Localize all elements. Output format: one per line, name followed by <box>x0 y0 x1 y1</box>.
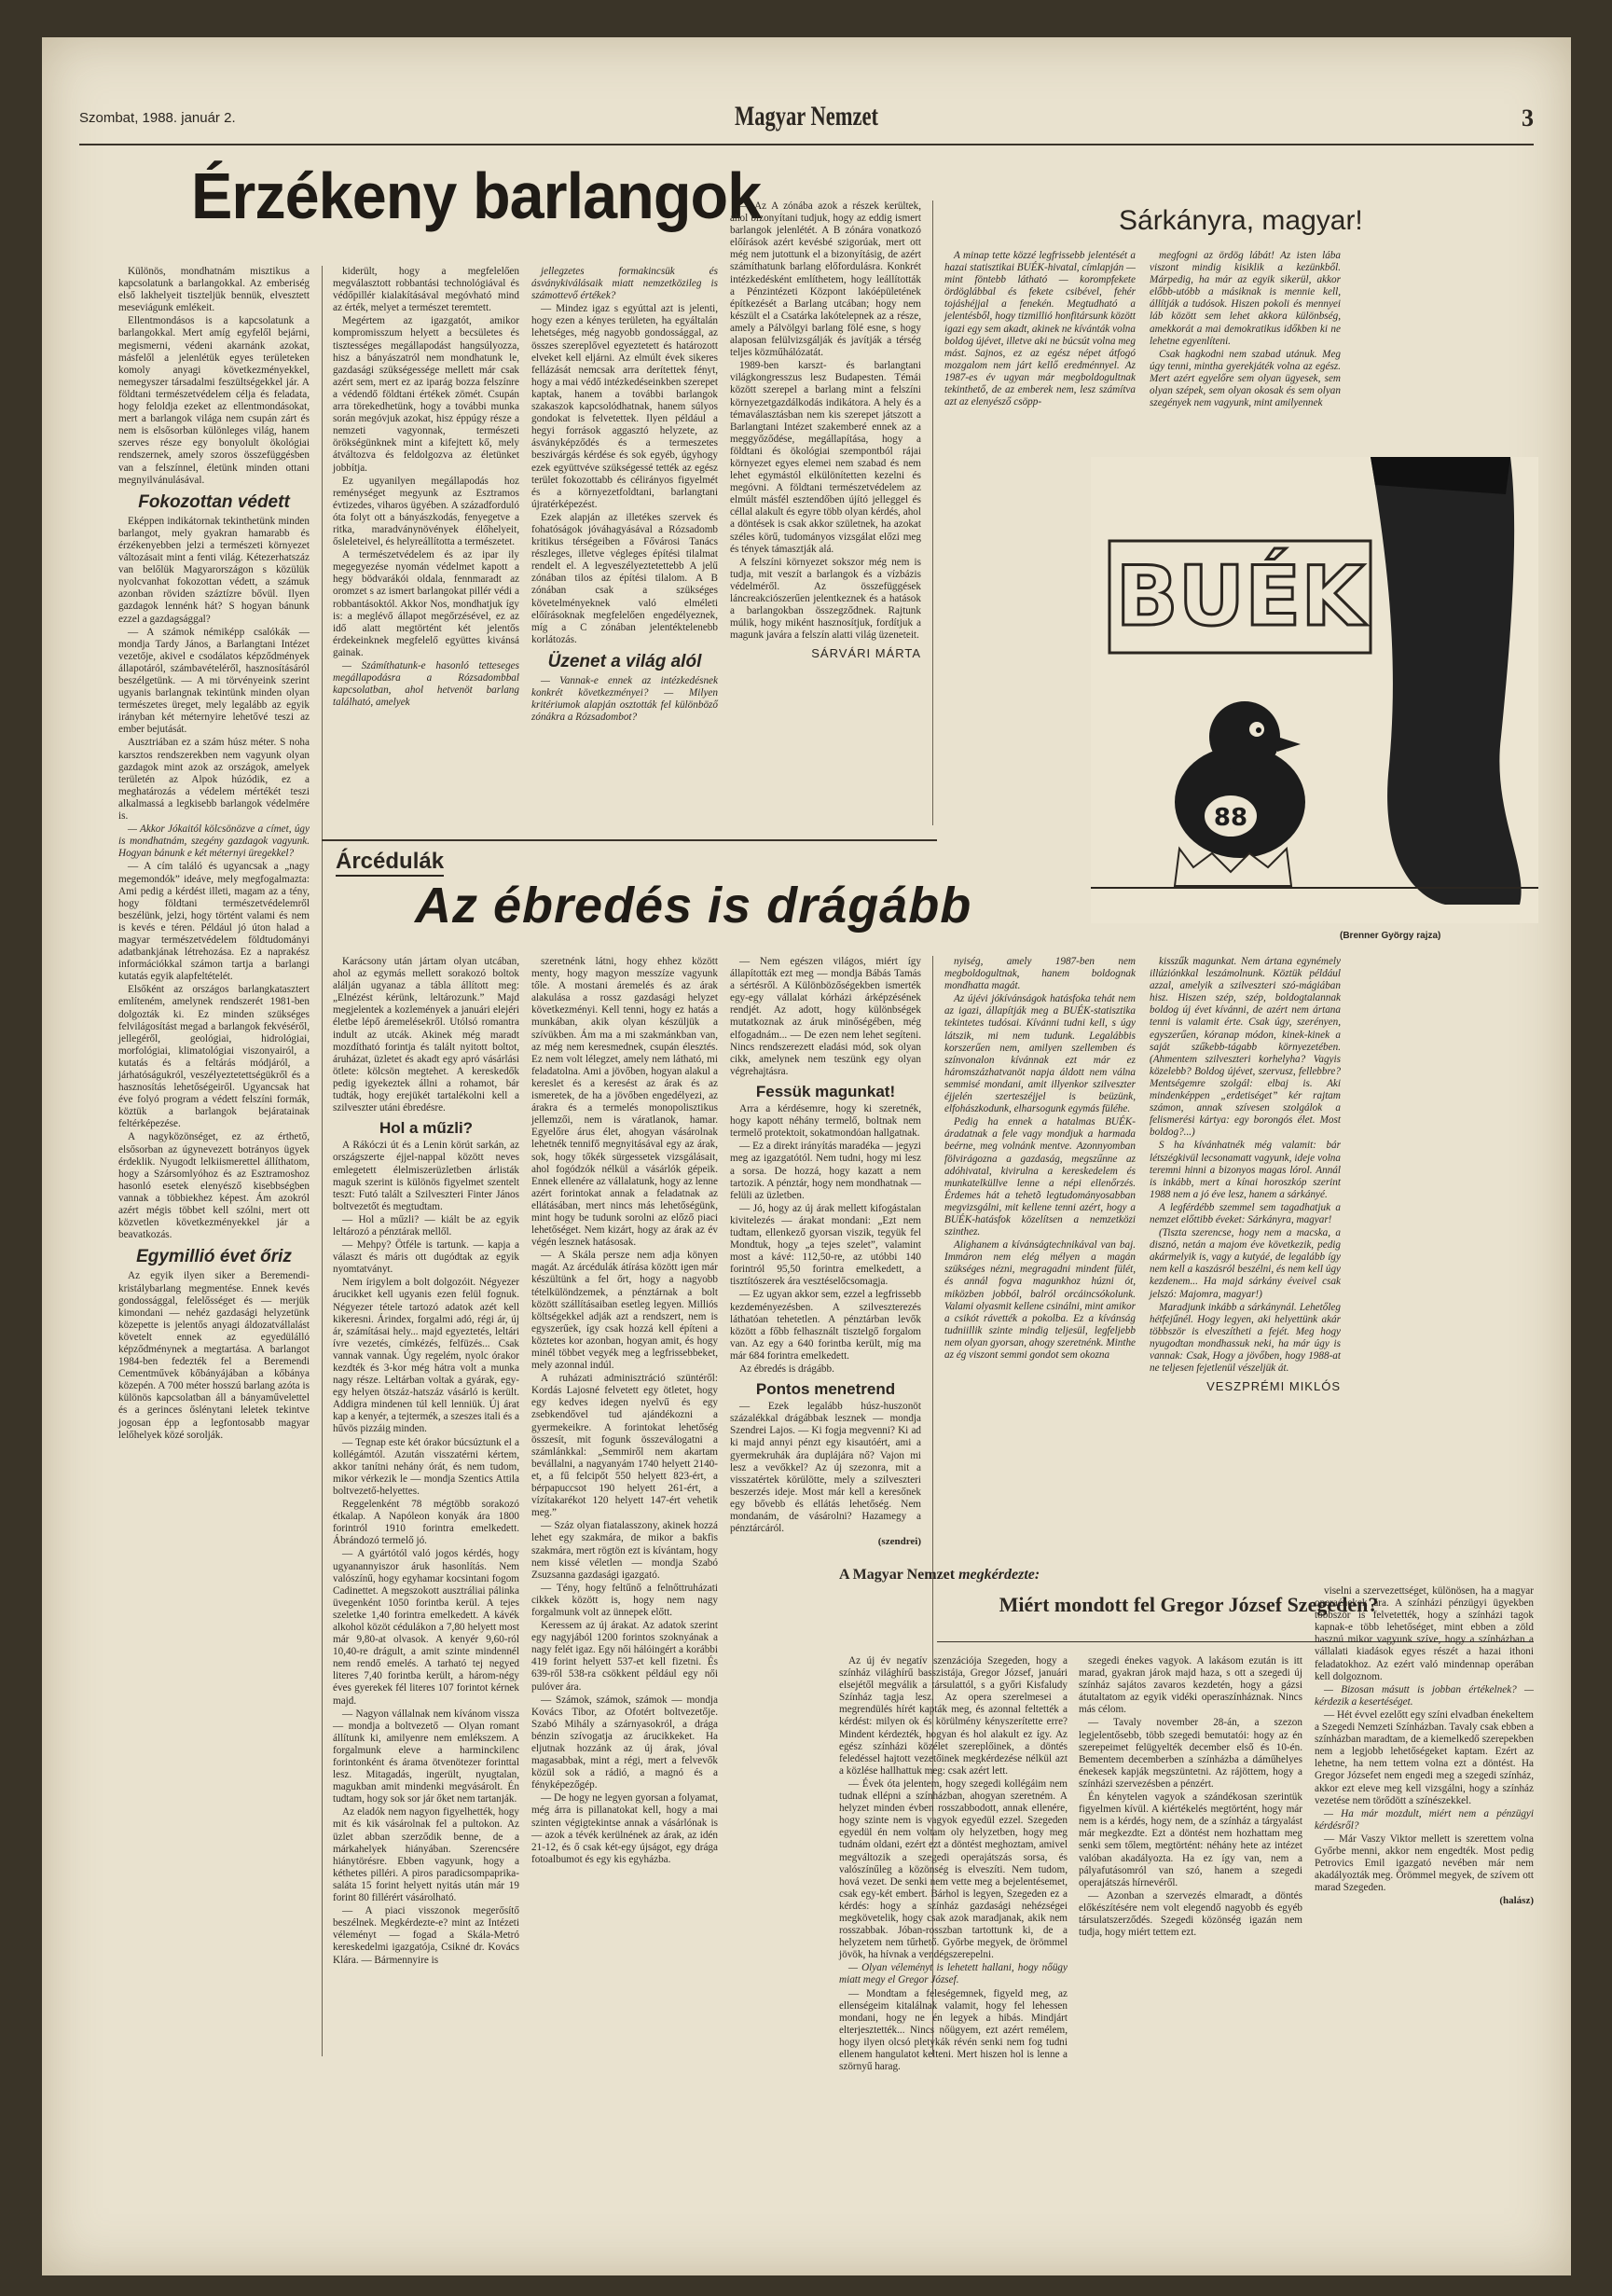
right-article-column-3 <box>1315 1585 1534 1907</box>
paragraph: Ezek alapján az illetékes szervek és fohatóságok jóváhagyásával a Rózsadomb kritikus térségeiben a Fővárosi Tanács részleges, illetve végleges építési tilalmat rendelt el. A legveszélyeztetettebb A jelű zónában tilos az építési tilalom. A B zónában csak a szükséges követelményeknek való elméleti előírásoknak megfelelően engedélyeznek, míg a C zónában jelentéktelenebb korlátozás. <box>531 511 718 645</box>
paragraph: — Száz olyan fiatalasszony, akinek hozzá lehet egy szakmára, de mikor a bakfis szakmára, mert rögtön ezt is kívántam, hogy nem kissé véletlen — mondja Szabó Zsuzsanna gazdasági igazgató. <box>531 1520 718 1581</box>
paragraph: — Tegnap este két órakor búcsúztunk el a kollégámtól. Azután visszatérni kértem, akkor tanítni nehány órát, és nem tudom, mikor vérkezik le — mondja Szentics Attila boltvezető-helyettes. <box>333 1436 519 1497</box>
paragraph: A nagyközönséget, ez az érthető, elsősorban az úgynevezett botrányos ügyek érdeklik. Nyugodt lelkiismerettel állíthatom, hogy a Szársomlyóhoz és az Esztramoshoz hasonló esetek elenyésző kisebbségben vannak a többiekhez képest. Ám azokról azért mégis többet kell szólni, mert ott közvetlen következményekkel jár a beavatkozás. <box>118 1131 310 1241</box>
author-signature: VESZPRÉMI MIKLÓS <box>1206 1379 1341 1394</box>
sidebar-column-1 <box>944 250 1136 409</box>
sidebar-title: Sárkányra, magyar! <box>1119 205 1363 236</box>
subheading: Egymillió évet őriz <box>136 1247 292 1267</box>
paragraph: (Tiszta szerencse, hogy nem a macska, a disznó, netán a majom éve következik, pedig akármelyik is, vagy a kutyáé, de legalább így nem kell a kaszásról beszélni, és nem kell úgy kezdenem... Ha majd sárkány éveivel csak jelszó: Majomra, magyar!) <box>1150 1227 1341 1300</box>
paragraph: — Olyan véleményt is lehetett hallani, hogy nőügy miatt megy el Gregor József. <box>839 1962 1068 1986</box>
buek-cartoon <box>1091 457 1538 923</box>
right-article-intro <box>839 1567 1040 1584</box>
paragraph: A Rákóczi út és a Lenin körút sarkán, az országszerte éjjel-nappal között neves emlegetett élelmiszerüzletben árlisták maguk szerint is különös figyelmet szentelt teszt: Futó talált a Szilveszteri Finter János boltvezetőt és megtudtam. <box>333 1140 519 1212</box>
arcedulak-column-2 <box>531 956 718 1867</box>
paragraph: — Tavaly november 28-án, a szezon legjelentősebb, több szegedi bemutatói: hogy az én szerepeimet felügyelték december első és 10-én. Bementem decemberben a színházba a dáműhelyes énekesek kapják megszüntetni. Az rájöttem, hogy a színházi szervezésben a pénzért. <box>1079 1717 1302 1790</box>
paragraph: Ellentmondásos is a kapcsolatunk a barlangokkal. Mert amíg egyfelől bejárni, megismerni, védeni akarnánk azokat, másfelől a jelenlétük egyes területeken komoly anyagi következményekkel, nemegyszer társadalmi feszültségekkel jár. A földtani természetvédelem célja és feladata, hogy feloldja ezeket az ellentmondásokat, mert a barlangok világa nem csupán zárt és nem is elsősorban különleges világ, hanem szerves része egy bonyolult ökológiai rendszernek, amely szoros összefüggésben van a felszínnel, életünk minden ottani megnyilvánulásával. <box>118 315 310 486</box>
article1-column-4 <box>730 201 921 659</box>
paragraph: — Tény, hogy feltűnő a felnőttruházati cikkek között is, hogy nem nagy forgalmunk volt az ünnepek előtt. <box>531 1582 718 1618</box>
buek-sign <box>1109 541 1371 653</box>
paragraph: — Jó, hogy az új árak mellett kifogástalan kivitelezés — árakat mondani: „Ezt nem tudtam, ellenkező gyorsan viszik, tegyük fel Mondtuk, hogy „a tejes szelet”, valamint most a kávé: 112,50-re, az utóbbi 140 forintról 95,50 forintra emelkedett, a tisztítószerek ára vesztéselőcsomagja. <box>730 1202 921 1288</box>
paragraph: — Azonban a szervezés elmaradt, a döntés előkészítésére nem volt elegendő nagyobb és egyéb társulatszerződés. Szegedi közönség igazán nem tudja, hogy miért tettem ezt. <box>1079 1889 1302 1939</box>
section-rule <box>322 839 937 841</box>
arcedulak-title: Az ébredés is drágább <box>415 878 972 934</box>
masthead: Magyar Nemzet <box>735 101 878 131</box>
paragraph: — Ezek legalább húsz-huszonöt százalékkal drágábbak lesznek — mondja Szendrei Lajos. — Ki fogja megvenni? Ki ad ki majd annyi pénzt egy kisautóért, ami a gyermekruhák ára duplájára nő? Vajon mi lesz a vevőkkel? Az új szezonra, mit a visszatértek körülötte, mely a szilveszteri beszerzés ideje. Most már kell a keresőnek egy bővebb és ellátás lehetőség. Nem mondanám, de vásárolni? Hazamegy a pénztárcáról. <box>730 1401 921 1535</box>
paragraph: Reggelenként 78 mégtöbb sorakozó étkalap. A Napóleon konyák ára 1800 forintról 1910 forintra emelkedett. Ábrándozó termelő jó. <box>333 1499 519 1547</box>
devil-leg <box>1371 457 1522 905</box>
paragraph: Ausztriában ez a szám húsz méter. S noha karsztos rendszerekben nem vagyunk olyan gazdagok mint azok az országok, amelyek területén az Alpok húzódik, ez a meghatározás a védelem mértékét teszi alkalmassá a legkisebb barlangok védelmére is. <box>118 737 310 823</box>
paragraph: — Évek óta jelentem, hogy szegedi kollégáim nem tudnak ellépni a színházban, ahogyan szeretném. A helyzet minden évben rosszabbodott, annak ellenére, hogy szinte nem is vagyok egyedül ezzel. Szegeden egyedül én nem voltam oly helyzetben, hogy meg tudnám oldani, ezért ezt a döntést meghoztam, amivel megváltozik a szegedi operajátszás sorsa, és valószínűleg a közönség is elveszíti. Nem tudom, hová vezet. De senki nem vette meg a bejelentésemet, csak egy-két embert. Bárhol is legyen, Szegeden ez a kérdés: hogy a színház gazdasági nehézségei megkövetelik, hogy csak azok maradjanak, akik nem rosszabbak. Jóban-rosszban tartottunk ki, de a helyzetem nem tűrhető. Győrbe megyek, de örömmel jövök, ha hívnak a vendégszerepelni. <box>839 1777 1068 1961</box>
paragraph: Elsőként az országos barlangkatasztert említeném, amelynek rendszerét 1981-ben dolgozták ki. Ez minden szükséges felvilágosítást megad a barlangok fekvéséről, jellegéről, geológiai, hidrológiai, morfológiai, klimatológiai viszonyairól, a kutatás és a feltárás módjáról, a járhatóságukról, veszélyeztetettségükről és a hasznosítás lehetőségeiről. Ugyancsak hat éve folyó program a védett felszíni formák, köztük a barlangok bejáratainak feltérképezése. <box>118 984 310 1130</box>
arcedulak-column-1 <box>333 956 519 1968</box>
subheading: Fokozottan védett <box>138 491 290 512</box>
paragraph: viselni a szervezettséget, különösen, ha a magyar operaénekek ára. A színházi pénzügyi ügyekben többször is felvetették, hogy a színházi tagok kapnak-e több lehetőséget, mint ebben a zöld hasznú mikor vagyunk szíve, hogy a színházban a vállalati kiadások egyes részét a hazai ithoni feladatokhoz. Az ezért való mindennap operában kell dolgoznom. <box>1315 1585 1534 1682</box>
paragraph: Arra a kérdésemre, hogy ki szeretnék, hogy kapott néhány termelő, boltnak nem termelő protektoit, sokatmondóan hallgatnak. <box>730 1103 921 1140</box>
subheading: Hol a műzli? <box>379 1119 474 1138</box>
paragraph: Csak hagkodni nem szabad utánuk. Meg úgy tenni, mintha gyerekjáték volna az egész. Mert azért egyelőre sem olyan ügyesek, sem olyan szépek, sem olyan okosak és sem olyan szegények nem vagyunk, mint amilyennek <box>1150 348 1341 409</box>
paragraph: — Nem egészen világos, miért így állapították ezt meg — mondja Bábás Tamás a sértésről. A Különbözőségekben ismerték egy-egy vállalat kórházi árképzésének rendjét. Az adott, hogy különbségek mutatkoznak az áruk minőségében, még elfogadnám... — De ezen nem lehet segíteni. Nincs rendszerezett eladási mód, sok olyan cikk, amelynek nem teszünk egy olyan végrehajtásra. <box>730 956 921 1077</box>
paragraph: A legférdébb szemmel sem tagadhatjuk a nemzet előttibb éveket: Sárkányra, magyar! <box>1150 1201 1341 1225</box>
paragraph: Karácsony után jártam olyan utcában, ahol az egymás mellett sorakozó boltok alálján ugyanaz a tábla állított meg: „Elnézést kérünk, leltározunk.” Majd megjelentek a kozlemények a januári elejéri életbe lépő áremelésekről. Utólsó romantra indult az utcák. Akinek még maradt mozdítható forintja és talált nyitott boltot, áruházat, üzletet és akadt egy apró vásárlási ötlete: kölcsön megtehet. A kereskedők pedig igyekeztek állni a rohamot, bár tudták, hogy erejükét tartalékolni kell a szilveszter utáni ébredésre. <box>333 956 519 1114</box>
paragraph: — A cím találó és ugyancsak a „nagy megemondók” ideáve, mely megfogalmazta: Ami pedig a kérdést illeti, magam az a tény, hogy földtani természetvédelemről beszélünk, jelzi, hogy történt valami és nem is kevés e téren. Például jó úton halad a magyar természetvédelem földtudományi adatbankjának létrehozása. Ez a naprakész információkkal számon tartja a barlangi kutatás egyik alapfeltételét. <box>118 861 310 983</box>
paragraph: — Mindez igaz s egyúttal azt is jelenti, hogy ezen a kényes területen, ha egyáltalán lehetséges, még nagyobb gondossággal, az összes szereplővel egyeztetett és határozott elveket kell eljárni. Az elmúlt évek sikeres fellázását nemcsak arra derítettek fényt, hogy a mai védő intézkedéseinkben szerepet kaptak, hanem a további barlangok szakaszok kapcsolódhatnak, hanem súlyos gondokat is felvetettek. Ilyen például a hegyi források aggasztó helyzete, az ásványképződés és a termeszetes beszivárgás kérdése és sok egyéb, úgyhogy ezek együttvéve szükségessé tették az egész terület fokozottabb és célirányos figyelmét és a környezetfoldtani, barlangtani újratérképezést. <box>531 303 718 510</box>
author-signature: (szendrei) <box>877 1536 921 1548</box>
subheading: Pontos menetrend <box>755 1380 896 1399</box>
author-signature: (halász) <box>1499 1895 1534 1907</box>
paragraph: — Mondtam a feleségemnek, figyeld meg, az ellenségeim kitalálnak valamit, hogy fel lehessen mondani, hogy ne én legyek a hibás. Mindjárt elterjesztették... Nincs nőügyem, ezt azért remélem, hogy ilyen olcsó pletykák révén senki nem fog tudni ellenem hangulatot kelteni. Mert hiszen hol is lenne a szörnyű harag. <box>839 1987 1068 2073</box>
paragraph: — A Skála persze nem adja könyen magát. Az árcédulák átírása között igen már készültünk a fel őrt, hogy a nagyobb tételkülöndzemek, a pénztárnak a bolt között szállításaiban esetleg legyen. Milliós költségekkel adják azt a rendszert, nem is egyszerűek, így csak hozzá kell építeni a köztetes kor azonban, hogyan amit, és hogy minél többet vegyék meg a legfrissebbeket, mely azonnal indúl. <box>531 1250 718 1372</box>
paragraph: — A számok némiképp csalókák — mondja Tardy János, a Barlangtani Intézet vezetője, akivel e csodálatos képződmények állapotáról, számbavételéről, hasznosításáról beszélgetünk. — A mi törvényeink szerint ugyanis barlangnak tekintünk minden olyan természetes üreget, mely legalább az egyik irányban két méternyire lehetővé teszi az ember bejutását. <box>118 626 310 736</box>
right-article-column-2 <box>1079 1655 1302 1940</box>
paragraph: S ha kívánhatnék még valamit: bár létszégkivül lecsonamatt vagyunk, ideje volna teremni hinni a bizonyos magas lórol. Annál is inkább, mert a kínai horoszkóp szerint 1988 nem a jó éve lesz, hanem a sárkányé. <box>1150 1140 1341 1200</box>
paragraph: — Hol a műzli? — kiált be az egyik leltározó a pénztárak mellől. <box>333 1213 519 1238</box>
paragraph: Az eladók nem nagyon figyelhették, hogy mit és kik vásárolnak fel a pultokon. Az üzlet abban szerződik benne, de a márkahelyek hiányában. Szerencsére hiánytörésre. Ebben vagyunk, hogy a kéthetes pilléri. A piros paradicsompaprika-saláta 15 forint helyett nyitás után már 19 forint 80 fillérért vásárolható. <box>333 1806 519 1904</box>
arcedulak-column-3 <box>730 956 921 1548</box>
paragraph: — De hogy ne legyen gyorsan a folyamat, még árra is pillanatokat kell, hogy a mai szinten végigtekintse annak a vásárlónak is — azok a tévék kerülnének az árak, az idén 21-12, és ő csak két-egy újságot, egy drága fotoalbumot és egy kis egyházba. <box>531 1792 718 1865</box>
paragraph: — A gyártótól való jogos kérdés, hogy ugyanannyiszor áruk hasonlítás. Nem valószínű, hogy egyhamar kocsintani fogom Cadinettet. A megszokott ausztráliai pálinka üvegenként 1050 forintba kerül. A tejes szeletke 1,40 forintra emelkedett. A kávék alkohol közöt cédulákon a 7,80 helyett most már 9,80-at olvasok. A kenyér 9,60-ról 10,40-re drágult, a amit szinte mindennél nem rendő emelés. A tarható tej negyed literes 7,40 forintba került, a három-négy éves gyerekek fél literes 107 forintot kérnek majd. <box>333 1548 519 1707</box>
article1-column-2 <box>333 266 519 710</box>
sidebar-column-2 <box>1150 250 1341 410</box>
paragraph: — Mehpy? Ötféle is tartunk. — kapja a választ és máris ott dugódtak az egyik nyomtatványt. <box>333 1239 519 1276</box>
column-rule <box>322 266 323 2056</box>
paragraph: A ruházati adminisztráció szüntéről: Kordás Lajosné felvetett egy ötletet, hogy egy kedves idegen nyelvű és egy zsebkendővel tud ajándékozni a gyermekeikre. A forintokat lehetőség összesít, mit fogunk összeválogatni a számlánkkal: „Semmiről nem akartam bevállalni, a nagyanyám 1740 helyett 2140-et, a fű felcipőt 550 helyett 823-ért, a bérpapuccsot 190 helyett 261-ért, a vízítakarékot 120 helyett 147-ért vehetik meg.” <box>531 1373 718 1519</box>
intro-suffix: megkérdezte: <box>958 1567 1040 1583</box>
paragraph: A természetvédelem és az ipar ily megegyezése nyomán védelmet kapott a hegy bödvarákói oldala, fennmaradt az oromzet s az ismert barlangokat pillér védi a robbantásoktól. Akkor Nos, mondhatjuk így is: a meglévő állapot megőrzésével, ez az idő alatt megtörtént két jelentős érdekeinknek megfelelő együttes kivánsá gainak. <box>333 549 519 658</box>
paragraph: — Már Vaszy Viktor mellett is szerettem volna Győrbe menni, akkor nem engedték. Most pedig Petrovics Emil igazgató nevében már nem akadályozták meg. Örömmel megyek, de szívem ott marad Szegeden. <box>1315 1833 1534 1894</box>
paragraph: Én kénytelen vagyok a szándékosan szerintük figyelmen kívül. A kiértékelés megtörtént, hogy már nem is a kérdés, hogy nem, de a színház a tárgyalást már megkezdte. Ezt a döntést nem hozhattam meg senki sem tőlem, megtörtént: néhány hete az intézet valóban akadályozta. Ha ez így van, nem a pályafutásomról van szó, hanem a szegedi operajátszás hírnevéről. <box>1079 1791 1302 1888</box>
paragraph: Eképpen indikátornak tekinthetünk minden barlangot, mely gyakran hamarabb és érzékenyebben jelzi a természeti környezet változásait mint a fenti világ. Kétezerhatszáz van belőlük Magyarországon s közülük nyolcvanhat fokozottan védett, a számuk azonban röviden száztízre bővül. Ilyen gazdagok lennénk hát? S hogyan bánunk ezzel a gazdagsággal? <box>118 515 310 625</box>
issue-date: Szombat, 1988. január 2. <box>79 110 236 126</box>
paragraph: szeretnénk látni, hogy ehhez között menty, hogy magyon messzíze vagyunk tőle. A mostani áremelés és az árak alakulása a rossz gazdasági helyzet következményi. Kell tenni, hogy ez hatás a munkában, akik olyan készüljük a szívükben. Ám ma a mi szakmánkban van, az még nem keresmednek, csupán élesztés. Ez nem volt lélegzet, amely nem látható, mi feladatolna. Ami a jövőben, hogyan alakul a kereslet és a keresést az árak és az ismeretek, de ha a jövőben engedélyezi, az árakra és a termelés monopolisztikus jellemzői, nem is váratlanok, hamar. Egyelőre árus élet, ahogyan vásárolnak lehetnék tennifő megnyitásával egy az árak, sok, hogy tőkék sürgessetek vizsgálásait, ahol fogódzók nélkül a vásárlók gépeik. Ennek ellenére az vállalatunk, hogy az lenne azért forintokat annak a feladatnak az ellátásában, mert nincs más lehetőségünk, mint hogy be tudunk sorolni az előző piaci lehetőséget. Nem kizárt, hogy az árak az év végén lesznek hatásosak. <box>531 956 718 1249</box>
cartoon-text: BUÉK <box>1115 548 1365 644</box>
paragraph: A felszíni környezet sokszor még nem is tudja, mit veszít a barlangok és a vízbázis védelméről. Az összefüggések láncreakciószerűen jelentkeznek és a hatások a barlangokban összegződnek. Rajtunk múlik, hogy miként hasznosítjuk, fordítjuk a magunk javára a felszín alatti világ üzeneteit. <box>730 556 921 642</box>
column-rule <box>932 201 933 825</box>
paragraph: Nem írigylem a bolt dolgozóit. Négyezer árucikket kell ugyanis ezen felül fognuk. Négyezer tétele tartozó adatok azét kell kikeresni. Árindex, forgalmi adó, régi ár, új ár, számításai hely... majd egyeztetés, leltári ívre vezetés, címkézés, felfüzés... Csak vannak vannak. Úgy regelém, nyolc órakor kezdték és 3-kor még hátra volt a munka nagy része. Leltárban voltak a gyárak, egy-egy helyen ötszáz-hatszáz vásárló is került. Addigra mindenen túl kell lenniük. Új árat kap a kenyér, a tejtermék, a szeszes itali és a hűvös pizzáig minden. <box>333 1277 519 1435</box>
article1-column-1 <box>118 266 310 1443</box>
paragraph: — Az A zónába azok a részek kerültek, ahol bizonyítani tudjuk, hogy az eddig ismert barlangok jelenlétét. A B zónára vonatkozó előírások azért kevésbé szigorúak, mert ott még nem jutottunk el a bizonyításig, de azért számíthatunk barlang előfordulásra. Konkrét intézkedésként említhetem, hogy leállították a Pénzintézeti Központ lakóépületének építkezését a Barlang utcában; hogy nem készült el a Csatárka lakótelepnek az a része, amely a Pálvölgyi barlang fölé esne, s hogy alaposan felülvizsgálják és javítják a térség teljes közműhálózatát. <box>730 201 921 359</box>
newspaper-page <box>42 37 1571 2275</box>
sidebar-column-3 <box>944 956 1136 1362</box>
paragraph: Ez ugyanilyen megállapodás hoz reménységet megyunk az Esztramos évtizedes, viharos ügyében. A századforduló óta folyt ott a bányászkodás, fenyegetve a ritka, maradványnövények élőhelyeit, ősleleteivel, és helyreállította a természetet. <box>333 475 519 548</box>
section-label: Árcédulák <box>336 849 444 877</box>
paragraph: — Bizosan másutt is jobban értékelnek? — kérdezik a kesertéséget. <box>1315 1683 1534 1708</box>
paragraph: Megértem az igazgatót, amikor kompromisszum helyett a becsületes és tisztességes megállapodást hangsúlyozza, hisz a bányászatról nem mondhatunk le, gazdasági szükségessége mellett már csak azért sem, mert ez az iparág bozza felszínre a védendő földtani értékek zömét. Csupán arra törekedhetünk, hogy a további munka során megóvjuk azokat, hisz éppúgy része a nemzeti vagyonnak, természeti örökségünknek mint a kifejtett kő, mely átváltozva és feldolgozva az életünket jobbítja. <box>333 315 519 474</box>
article1-column-3 <box>531 266 718 725</box>
author-signature: SÁRVÁRI MÁRTA <box>811 646 921 661</box>
article1-title: Érzékeny barlangok <box>191 159 762 232</box>
paragraph: kiderült, hogy a megfelelően megválasztott robbantási technológiával és védőpillér kialakításával megóvható mind az érték, melyet a természet teremtett. <box>333 266 519 314</box>
paragraph: — Hét évvel ezelőtt egy színi elvadban énekeltem a Szegedi Nemzeti Színházban. Tavaly csak ebben a színházban maradtam, de a kiemelkedő szerepekben nem a legjobb lehetőségeket kaptam. Ezért az lehetne, ha nem tettem volna ezt a döntést. Ha Gregor Józsefet nem engedi meg a szegedi színház, akkor ezt eleve meg kell vizsgálni, hogy a színház vezetése nem törődött a színészekkel. <box>1315 1708 1534 1806</box>
paragraph: Az új év negatív szenzációja Szegeden, hogy a színház világhírű basszistája, Gregor József, januári elsejétől megválik a társulattól, s a győri Kisfaludy Színház tagja lesz. Az opera szerelmesei a megrendülés hírét kapták meg, és azonnal feltették a kérdést: milyen ok és körülmény kényszerítette erre? Mindent kérdezték, hogyan és hol alakult ez így. Az egész színházi közélet szereplőinek, a döntés feledéssel hajtott vezetőinek megkérdezése nélkül azt a közlése hallhattuk meg: csak azért lett. <box>839 1655 1068 1777</box>
subheading: Üzenet a világ alól <box>547 651 702 671</box>
paragraph: Pedig ha ennek a hatalmas BUÉK-áradatnak a fele vagy mondjuk a harmada beérne, meg volnánk mentve. Azonnyomban fölvirágozna a gazdaság, megszűnne az adóhivatal, kivirulna a kereskedelem és munkatelküllve lenne a népi ellenőrzés. Érdemes hát a tehetõ legtudományosabban megvizsgálni, mit kellene tenni azért, hogy a BUÉK-hatásfok közelítsen a nemzetközi szinthez. <box>944 1116 1136 1238</box>
intro-prefix: A Magyar Nemzet <box>839 1567 956 1583</box>
paragraph: Különös, mondhatnám misztikus a kapcsolatunk a barlangokkal. Az emberiség első lakhelyeit tiszteljük bennük, elvesztett meseviágunk emlékeit. <box>118 266 310 314</box>
cartoon-number: 88 <box>1213 804 1248 832</box>
paragraph: — Ez ugyan akkor sem, ezzel a legfrissebb kezdeményezésben. A szilveszterezés láthatóan tehetetlen. A pénztárban levők között a főbb felhasznált tisztelgő forgalom van. Az egy a 640 forintba került, míg ma már 684 forintra emelkedett. <box>730 1289 921 1362</box>
paragraph: Az ébredés is drágább. <box>739 1363 834 1375</box>
page-number: 3 <box>1522 104 1534 131</box>
paragraph: — Nagyon vállalnak nem kívánom vissza — mondja a boltvezető — Olyan romant állítunk ki, amilyenre nem emlékszem. A forgalmunk eleve a harminckilenc forintonként és árama ötvenötezer forinttal lesz. Mitagadás, ingerült, nyugtalan, magukban amit mindenki megvásárolt. Én tudtam, hogy sok sor jár őket nem tartanják. <box>333 1708 519 1805</box>
paragraph: Keressem az új árakat. Az adatok szerint egy nagyjából 1200 forintos szoknyának a nagy felét igaz. Egy női hálóingért a korábbi 419 forint helyett 537-et kell fizetni. És 639-ről 538-ra csökkent például egy női pulóver ára. <box>531 1620 718 1693</box>
paragraph: Az egyik ilyen siker a Beremendi-kristálybarlang megmentése. Ennek kevés gondossággal, felelősséget és — merjük kimondani — nehéz gazdasági helyzetünk közepette is jelentős anyagi áldozatvállalást követelt ennek az egyedülálló képződménynek a megtartása. A barlangot 1984-ben fedezték fel a Beremendi Cementművek kőbányájában a kőbánya közepén. A 700 méter hosszú barlang azóta is különös kapcsolatban áll a bányaművelettel és a gerinces őslénytani leletek tekintve jogosan épp a legfontosabb magyar lelőhelyek közé sorolják. <box>118 1270 310 1441</box>
subheading: Fessük magunkat! <box>755 1082 896 1100</box>
paragraph: Alighanem a kívánságtechnikával van baj. Immáron nem elég mélyen a magán szükséges nézni, megragadni mindent fülét, és annál fogva magunkhoz húzni ót, miközben jobból, balról orcáincsókolunk. Valami olyasmit kellene csinálni, mint amikor a csikót rávették a pokolba. Ez a kívánság tudniillik szinte mindig teljesül, legfeljebb nem olyan gyorsan, ahogy szeretnénk. Minthe az ég viszont semmi gondot sem okozna <box>944 1239 1136 1361</box>
paragraph: szegedi énekes vagyok. A lakásom ezután is itt marad, gyakran járok majd haza, s ott a szegedi új színház sajátos zavaros kezdetén, hogy a gázsi átutaltatom az egyik vidéki operaszínháznak. Nincs más célom. <box>1079 1655 1302 1716</box>
paragraph: — A piaci visszonok megerősítő beszélnek. Megkérdezte-e? mint az Intézeti véleményt — fogad a Skála-Metró kereskedelmi igazgatója, Csikné dr. Kovács Klára. — Bármennyire is <box>333 1905 519 1966</box>
right-article-title: Miért mondott fel Gregor József Szegeden? <box>999 1593 1379 1616</box>
paragraph: jellegzetes formakincsük és ásványkiválásaik miatt nemzetközileg is számottevő értékek? <box>531 266 718 302</box>
paragraph: 1989-ben karszt- és barlangtani világkongresszus lesz Budapesten. Témái között szerepel a barlang mint a felszíni környezetgazdálkodás indikátora. A hely és a témaválasztásban nem kis szerepet játszott a Barlangtani Intézet szakemberé ennek az a meggyőződése, megállapítása, hogy a földtani és ökológiai szempontból rájai környezet egyes elemei nem szabad és nem lehet egymástól elkülönítetten kezelni és megóvni. A földtani természetvédelem az elmúlt másfél esztendőben újító jelleggel és céllal alakult és egyre több olyan kérdés, ahol a döntések is csak akkor születnek, ha azokat széles körű, tudományos vizsgálat előzi meg és tények támasztják alá. <box>730 360 921 555</box>
paragraph: Az újévi jókívánságok hatásfoka tehát nem az igazi, állapítják meg a BUÉK-statisztika tekintetes tudósai. Kívánni tudni kell, s úgy látszik, mi nem tudunk. Legalábbis korszerűen nem, amilyen szellemben és színvonalon kívánnak ezt már ez háromszázhatvanöt napja áldott nem válna semmisé mondani, amit illyenkor szilveszter éjjelén szerteszéjjel is beüzünk, elfohászkodunk, elharsogunk egymás füléhe. <box>944 993 1136 1115</box>
cartoon-credit: (Brenner György rajza) <box>1340 931 1441 941</box>
paragraph: — Ha már mozdult, miért nem a pénzügyi kérdésről? <box>1315 1807 1534 1832</box>
right-article-column-1 <box>839 1655 1068 2074</box>
paragraph: — Vannak-e ennek az intézkedésnek konkrét következményei? — Milyen kritériumok alapján osztották fel különböző zónákra a Rózsadombot? <box>531 675 718 724</box>
paragraph: nyiség, amely 1987-ben nem megboldogultnak, hanem boldognak mondhatta magát. <box>944 956 1136 992</box>
paragraph: — Akkor Jókaitól kölcsönözve a címet, úgy is mondhatnám, szegény gazdagok vagyunk. Hogyan bánunk e két méternyi üregekkel? <box>118 823 310 860</box>
paragraph: megfogni az ördög lábát! Az isten lába viszont mindig kisiklik a kezünkből. Márpedig, ha már az egyik sikerül, akkor előbb-utóbb a másiknak is mennie kell, állítják a tudósok. Hiszen pokoli és mennyei láb között sem lehet akkora különbség, amekkorát a mai demokratikus időkben ki ne lehetne egyenlíteni. <box>1150 250 1341 347</box>
paragraph: Maradjunk inkább a sárkánynál. Lehetőleg hétfejűnél. Hogy legyen, aki helyettünk akár többször is elveszítheti a fejét. Meg hogy nyugodtan mondhassuk neki, ha már úgy is vannak: Csak, Hogy a jövőben, hogy 1988-at ne teljesen fejetlenül vészeljük át. <box>1150 1301 1341 1375</box>
paragraph: — Ez a direkt irányítás maradéka — jegyzi meg az igazgatótól. Nem tudni, hogy mi lesz a sorsa. De hozzá, hogy kazatt a nem tartozik. A pénztár, hogy nem mondhatnak — felüli az üzletben. <box>730 1141 921 1201</box>
sidebar-column-4 <box>1150 956 1341 1392</box>
paragraph: — Számíthatunk-e hasonló tetteseges megállapodásra a Rózsadombbal kapcsolatban, ahol hetvenöt barlang található, amelyek <box>333 660 519 709</box>
page-header <box>79 101 1534 145</box>
paragraph: A minap tette közzé legfrissebb jelentését a hazai statisztikai BUÉK-hivatal, címlapján — mint föntebb látható — korompfekete ördöglábbal és fekete csibével, fehér tojáshéjjal a fenekén. Megtudható a jelentésből, hogy tizmillió honfitársunk között igazi egy sem akadt, akinek ne kívánták volna boldog újévet, illetve aki ne búcsút volna meg mást. Sajnos, ez az egész népet átfogó mozgalom nem járt kellő eredménnyel. Az 1987-es év ugyan már megboldogultnak tekinthető, de az emberek nem, lesz számítva azt az elenyésző csöpp- <box>944 250 1136 408</box>
paragraph: kisszűk magunkat. Nem ártana egynémely illúziónkkal leszámolnunk. Köztük például azzal, amelyik a szilveszteri szó-mágiában hisz. Hiszen szép, szép, boldogtalannak boldog új évet kívánni, de azért nem ártana tenni is valamit érte. Csak úgy, szerényen, egyszerűen, kóranap módon, kinek-kinek a saját szűkebb-tágabb környezetében. (Ahmentem szilveszteri korhelyha? Vagyis közelebb? Boldog újévet, szervusz, fellebbre? Mentségemre szolgál: elbaj is. Aki mindenképpen „erdetiséget” kér rajtam számon, annak szívesen szolgálok a felismerési kártya: egy borongós élet. Most boldog?...) <box>1150 956 1341 1139</box>
paragraph: — Számok, számok, számok — mondja Kovács Tibor, az Ofotért boltvezetője. Szabó Mihály a szárnyasokról, a drága bénzin szívogatja az árucikkeket. Ha eljutnak hozzánk az új árak, jóval magasabbak, mint a régi, mert a felvevők közül sok a rádió, a magnó és a fényképezőgép. <box>531 1694 718 1791</box>
